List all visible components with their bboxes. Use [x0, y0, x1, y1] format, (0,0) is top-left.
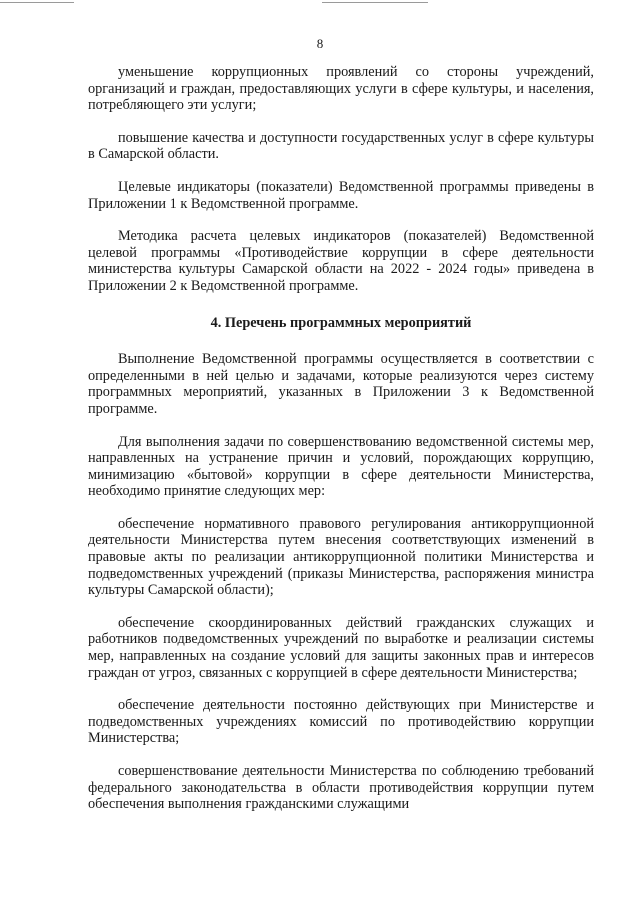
paragraph-commissions: обеспечение деятельности постоянно действующих при Министерстве и подведомственных учреждениях комиссий по противодействию коррупции Министерства;	[88, 697, 594, 747]
paragraph-program-execution: Выполнение Ведомственной программы осуществляется в соответствии с определенными в ней целью и задачами, которые реализуются через систему программных мероприятий, указанных в Приложении 3 к Ведомственной программе.	[88, 351, 594, 417]
paragraph-reduce-corruption: уменьшение коррупционных проявлений со стороны учреждений, организаций и граждан, предоставляющих услуги в сфере культуры, и населения, потребляющего эти услуги;	[88, 64, 594, 114]
paragraph-compliance: совершенствование деятельности Министерства по соблюдению требований федерального законодательства в области противодействия коррупции путем обеспечения выполнения гражданскими служащими	[88, 763, 594, 813]
paragraph-coordinated-actions: обеспечение скоординированных действий гражданских служащих и работников подведомственных учреждений по выработке и реализации системы мер, направленных на создание условий для защиты законных прав и интересов граждан от угроз, связанных с коррупцией в сфере деятельности Министерства;	[88, 614, 594, 681]
top-rule-left	[0, 2, 74, 3]
paragraph-legal-regulation: обеспечение нормативного правового регулирования антикоррупционной деятельности Министерства путем внесения соответствующих изменений в правовые акты по реализации антикоррупционной политики Министерства и подведомственных учреждений (приказы Министерства, распоряжения министра культуры Самарской области);	[88, 515, 594, 599]
document-body	[88, 64, 594, 813]
paragraph-measures-intro: Для выполнения задачи по совершенствованию ведомственной системы мер, направленных на устранение причин и условий, порождающих коррупцию, минимизацию «бытовой» коррупции в сфере деятельности Министерства, необходимо принятие следующих мер:	[88, 433, 594, 500]
section-heading: 4. Перечень программных мероприятий	[210, 314, 472, 331]
page-number: 8	[316, 36, 324, 51]
paragraph-target-indicators: Целевые индикаторы (показатели) Ведомственной программы приведены в Приложении 1 к Ведомственной программе.	[88, 178, 594, 212]
paragraph-quality-services: повышение качества и доступности государственных услуг в сфере культуры в Самарской области.	[88, 129, 594, 163]
paragraph-calculation-method: Методика расчета целевых индикаторов (показателей) Ведомственной целевой программы «Противодействие коррупции в сфере деятельности министерства культуры Самарской области на 2022 - 2024 годы» приведена в Приложении 2 к Ведомственной программе.	[88, 228, 594, 294]
top-rule-right	[322, 2, 428, 3]
